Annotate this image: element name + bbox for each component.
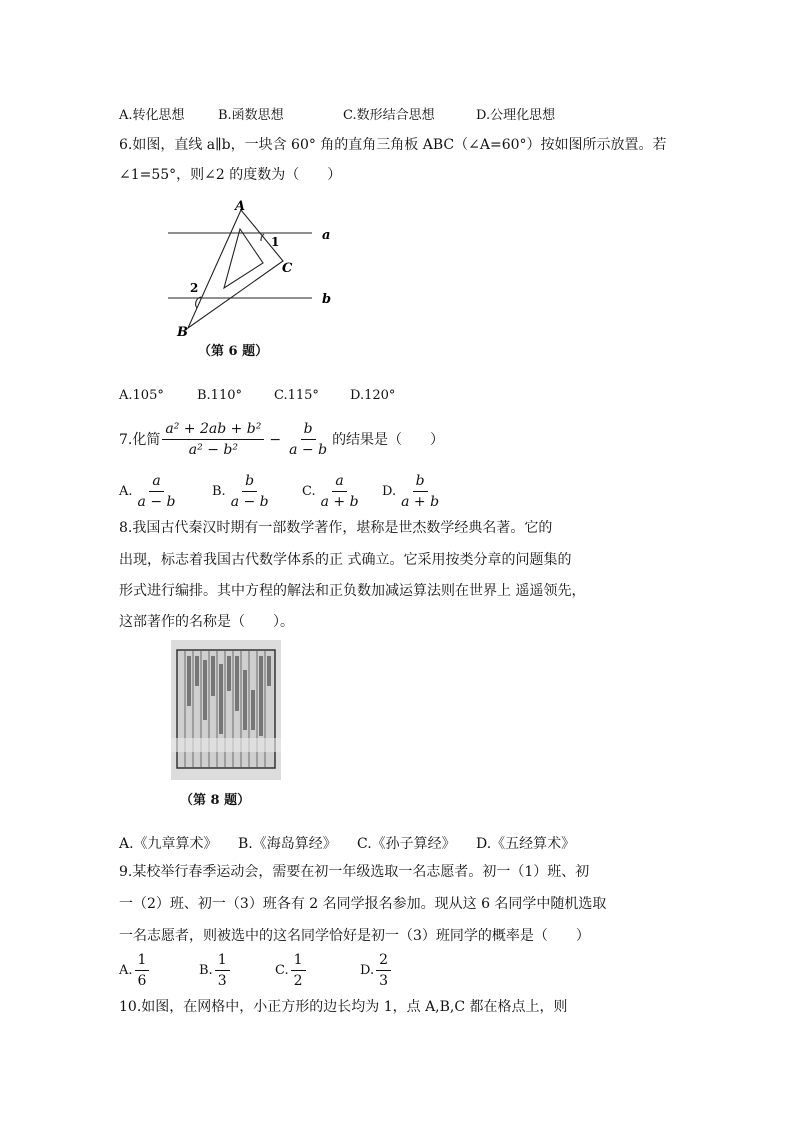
q8-option-b: B.《海岛算经》: [238, 836, 337, 852]
q6-figure-caption: （第 6 题）: [198, 344, 269, 359]
q7-option-b-numerator: b: [242, 472, 257, 492]
q7-option-c-fraction: [318, 472, 362, 511]
q7-suffix: 的结果是（ ）: [332, 431, 445, 448]
q7-option-c: [302, 472, 364, 511]
q9-option-d-fraction: [376, 951, 391, 990]
q6-stem-line1: 6.如图，直线 a∥b，一块含 60° 角的直角三角板 ABC（∠A=60°）按如图所示放置。若: [119, 137, 667, 153]
q7-minus: −: [269, 431, 282, 448]
q7-option-c-label: C.: [302, 484, 316, 499]
q5-option-a: A.转化思想: [119, 108, 185, 123]
q7-fraction-1-denominator: a² − b²: [188, 442, 238, 458]
ancient-book-drawing: [171, 640, 281, 780]
q9-option-a-denominator: 6: [137, 973, 147, 989]
q9-option-c-denominator: 2: [293, 973, 303, 989]
q7-option-d-label: D.: [382, 484, 397, 499]
q7-prefix: 7.化简: [119, 431, 161, 448]
q8-stem-line2: 出现，标志着我国古代数学体系的正 式确立。它采用按类分章的问题集的: [119, 552, 572, 568]
q7-option-a-numerator: a: [149, 472, 163, 492]
q7-fraction-1-numerator: a² + 2ab + b²: [162, 420, 264, 440]
q7-fraction-2: [286, 420, 330, 459]
q9-option-a-numerator: 1: [135, 951, 150, 971]
q7-fraction-2-denominator: a − b: [289, 442, 328, 458]
q6-label-1: 1: [271, 235, 280, 249]
q8-option-c: C.《孙子算经》: [357, 836, 456, 852]
q6-option-b: B.110°: [197, 388, 242, 403]
q7-option-a-label: A.: [119, 484, 133, 499]
q5-option-c: C.数形结合思想: [343, 108, 435, 123]
q7-option-a: [119, 472, 180, 511]
q7-option-d-numerator: b: [413, 472, 428, 492]
q9-option-d: [360, 951, 393, 990]
q7-option-b: [212, 472, 274, 511]
q9-option-b-fraction: [215, 951, 230, 990]
q7-option-b-label: B.: [212, 484, 226, 499]
q9-option-d-label: D.: [360, 963, 375, 978]
q9-option-d-denominator: 3: [379, 973, 389, 989]
q7-option-a-fraction: [135, 472, 179, 511]
q9-option-c-numerator: 1: [291, 951, 306, 971]
q8-stem-line4: 这部著作的名称是（ ）。: [119, 614, 294, 630]
q9-stem-line1: 9.某校举行春季运动会，需要在初一年级选取一名志愿者。初一（1）班、初: [119, 864, 590, 880]
q9-option-c: [275, 951, 308, 990]
q6-label-B: B: [177, 325, 188, 340]
q5-option-b: B.函数思想: [218, 108, 284, 123]
q6-label-A: A: [235, 199, 246, 214]
q8-option-a: A.《九章算术》: [119, 836, 218, 852]
q7-option-b-fraction: [228, 472, 272, 511]
q8-option-d: D.《五经算术》: [476, 836, 576, 852]
q9-stem-line3: 一名志愿者，则被选中的这名同学恰好是初一（3）班同学的概率是（ ）: [119, 928, 590, 944]
q10-stem-line1: 10.如图，在网格中，小正方形的边长均为 1，点 A,B,C 都在格点上，则: [119, 999, 568, 1015]
q6-label-b: b: [322, 292, 332, 307]
q9-option-b-numerator: 1: [215, 951, 230, 971]
q7-fraction-2-numerator: b: [301, 420, 316, 440]
q8-figure-caption: （第 8 题）: [180, 793, 251, 808]
q9-option-b: [199, 951, 232, 990]
q6-label-2: 2: [190, 281, 199, 295]
q9-option-b-denominator: 3: [217, 973, 227, 989]
q6-stem-line2: ∠1=55°，则∠2 的度数为（ ）: [119, 167, 342, 183]
q6-label-C: C: [282, 261, 293, 276]
q6-option-c: C.115°: [274, 388, 319, 403]
q8-stem-line3: 形式进行编排。其中方程的解法和正负数加减运算法则在世界上 遥遥领先，: [119, 583, 586, 599]
q7-option-d-denominator: a + b: [401, 494, 440, 510]
q9-option-c-fraction: [291, 951, 306, 990]
q7-option-b-denominator: a − b: [230, 494, 269, 510]
q6-option-a: A.105°: [119, 388, 164, 403]
q7-option-a-denominator: a − b: [137, 494, 176, 510]
q7-stem: [119, 420, 444, 459]
q7-option-d-fraction: [398, 472, 442, 511]
q6-label-a: a: [322, 228, 331, 243]
q7-option-c-numerator: a: [332, 472, 346, 492]
q9-stem-line2: 一（2）班、初一（3）班各有 2 名同学报名参加。现从这 6 名同学中随机选取: [119, 896, 607, 912]
q8-stem-line1: 8.我国古代秦汉时期有一部数学著作，堪称是世杰数学经典名著。它的: [119, 520, 553, 536]
q9-option-a: [119, 951, 151, 990]
q7-fraction-1: [162, 420, 264, 459]
q9-option-a-fraction: [135, 951, 150, 990]
q5-option-d: D.公理化思想: [476, 108, 556, 123]
q9-option-b-label: B.: [199, 963, 213, 978]
q9-option-d-numerator: 2: [376, 951, 391, 971]
q9-option-c-label: C.: [275, 963, 289, 978]
q7-option-d: [382, 472, 444, 511]
q7-option-c-denominator: a + b: [320, 494, 359, 510]
q9-option-a-label: A.: [119, 963, 133, 978]
q6-option-d: D.120°: [350, 388, 396, 403]
ancient-book-image: [171, 640, 281, 780]
